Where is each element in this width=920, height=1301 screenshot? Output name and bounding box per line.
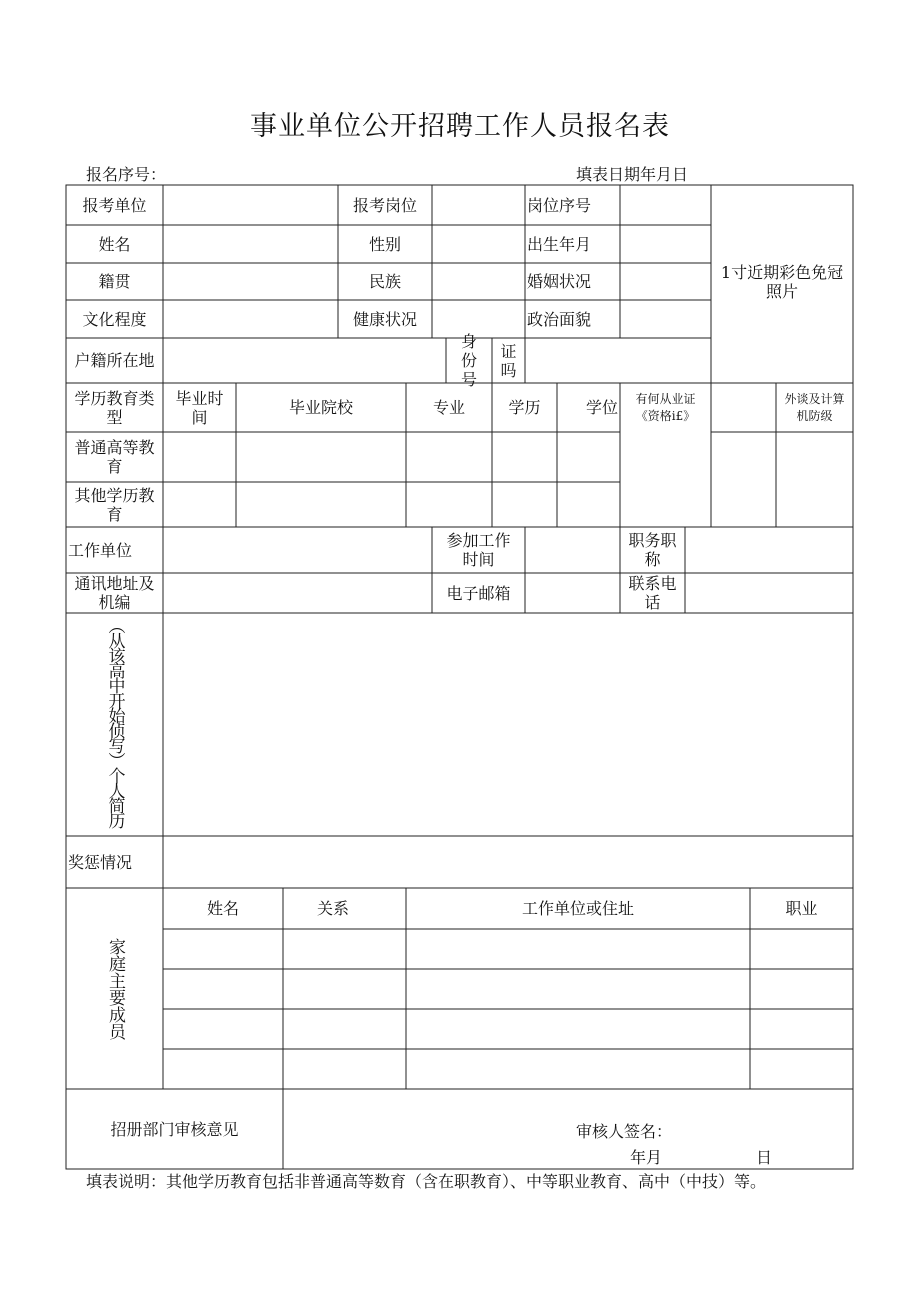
family-members-label: 家庭主要成员 <box>105 937 125 1040</box>
apply-post-label: 报考岗位 <box>352 195 417 215</box>
graduation-time-header: 毕业时间 <box>175 388 224 427</box>
marital-status-label: 婚姻状况 <box>527 272 592 291</box>
marital-status-field[interactable] <box>620 263 711 300</box>
household-label: 户籍所在地 <box>74 351 155 370</box>
id-cert-label: 证吗 <box>500 341 517 380</box>
rewards-field[interactable] <box>163 836 853 888</box>
apply-unit-field[interactable] <box>163 185 338 225</box>
gender-label: 性别 <box>368 234 401 254</box>
gender-field[interactable] <box>432 225 525 263</box>
work-unit-label: 工作单位 <box>68 540 133 560</box>
review-year-month-label: 年月 <box>630 1147 663 1167</box>
degree-header: 学位 <box>585 398 618 417</box>
email-field[interactable] <box>525 573 620 613</box>
phone-field[interactable] <box>685 573 853 613</box>
resume-field[interactable] <box>163 613 853 836</box>
education-level-field[interactable] <box>163 300 338 338</box>
apply-post-field[interactable] <box>432 185 525 225</box>
education-level-label: 文化程度 <box>82 309 147 329</box>
name-field[interactable] <box>163 225 338 263</box>
id-number-label: 身份号 <box>460 332 477 389</box>
rewards-label: 奖惩情况 <box>68 852 133 872</box>
language-computer-header: 外谈及计算机防级 <box>784 391 845 423</box>
education-type-header: 学历教育类型 <box>74 388 155 427</box>
photo-placeholder[interactable]: 1寸近期彩色免冠照片 <box>720 263 844 301</box>
post-number-label: 岗位序号 <box>527 195 592 215</box>
resume-label: （从该高中开始侦写）个人简历 <box>104 617 125 827</box>
birth-date-field[interactable] <box>620 225 711 263</box>
qualification-header: 有何从业证《资格i£》 <box>635 391 696 423</box>
job-title-field[interactable] <box>685 527 853 573</box>
reviewer-signature-label: 审核人签名： <box>576 1121 673 1141</box>
birth-date-label: 出生年月 <box>527 234 592 254</box>
native-place-label: 籍贯 <box>98 272 131 291</box>
major-header: 专业 <box>432 398 465 417</box>
health-label: 健康状况 <box>352 309 417 329</box>
other-education-label: 其他学历教育 <box>74 485 155 524</box>
id-number-field[interactable] <box>525 338 711 383</box>
political-status-label: 政治面貌 <box>527 309 592 329</box>
address-label: 通讯地址及机编 <box>74 574 155 612</box>
phone-label: 联系电话 <box>628 574 677 612</box>
political-status-field[interactable] <box>620 300 711 338</box>
name-label: 姓名 <box>98 234 131 254</box>
native-place-field[interactable] <box>163 263 338 300</box>
education-header: 学历 <box>508 398 541 417</box>
post-number-field[interactable] <box>620 185 711 225</box>
serial-number-label: 报名序号： <box>86 165 167 184</box>
work-start-field[interactable] <box>525 527 620 573</box>
family-work-header: 工作单位或住址 <box>521 899 634 918</box>
apply-unit-label: 报考单位 <box>82 195 147 215</box>
fill-instructions: 填表说明：其他学历教育包括非普通高等数育（含在职教育）、中等职业教育、高中（中技）等。 <box>86 1172 767 1191</box>
family-job-header: 职业 <box>785 899 818 918</box>
ethnicity-field[interactable] <box>432 263 525 300</box>
form-title: 事业单位公开招聘工作人员报名表 <box>250 111 670 142</box>
email-label: 电子邮箱 <box>446 583 511 603</box>
job-title-label: 职务职称 <box>628 531 677 569</box>
address-field[interactable] <box>163 573 432 613</box>
work-unit-field[interactable] <box>163 527 432 573</box>
qualification-field[interactable] <box>711 383 776 432</box>
family-name-header: 姓名 <box>206 899 239 918</box>
school-header: 毕业院校 <box>288 398 353 417</box>
household-field[interactable] <box>163 338 446 383</box>
review-opinion-label: 招册部门审核意见 <box>110 1119 239 1139</box>
review-day-label: 日 <box>755 1147 772 1167</box>
work-start-label: 参加工作时间 <box>446 531 511 569</box>
general-education-label: 普通高等教育 <box>74 438 155 476</box>
fill-date-label: 填表日期年月日 <box>576 165 689 184</box>
ethnicity-label: 民族 <box>368 272 401 291</box>
family-relation-header: 关系 <box>317 899 350 918</box>
